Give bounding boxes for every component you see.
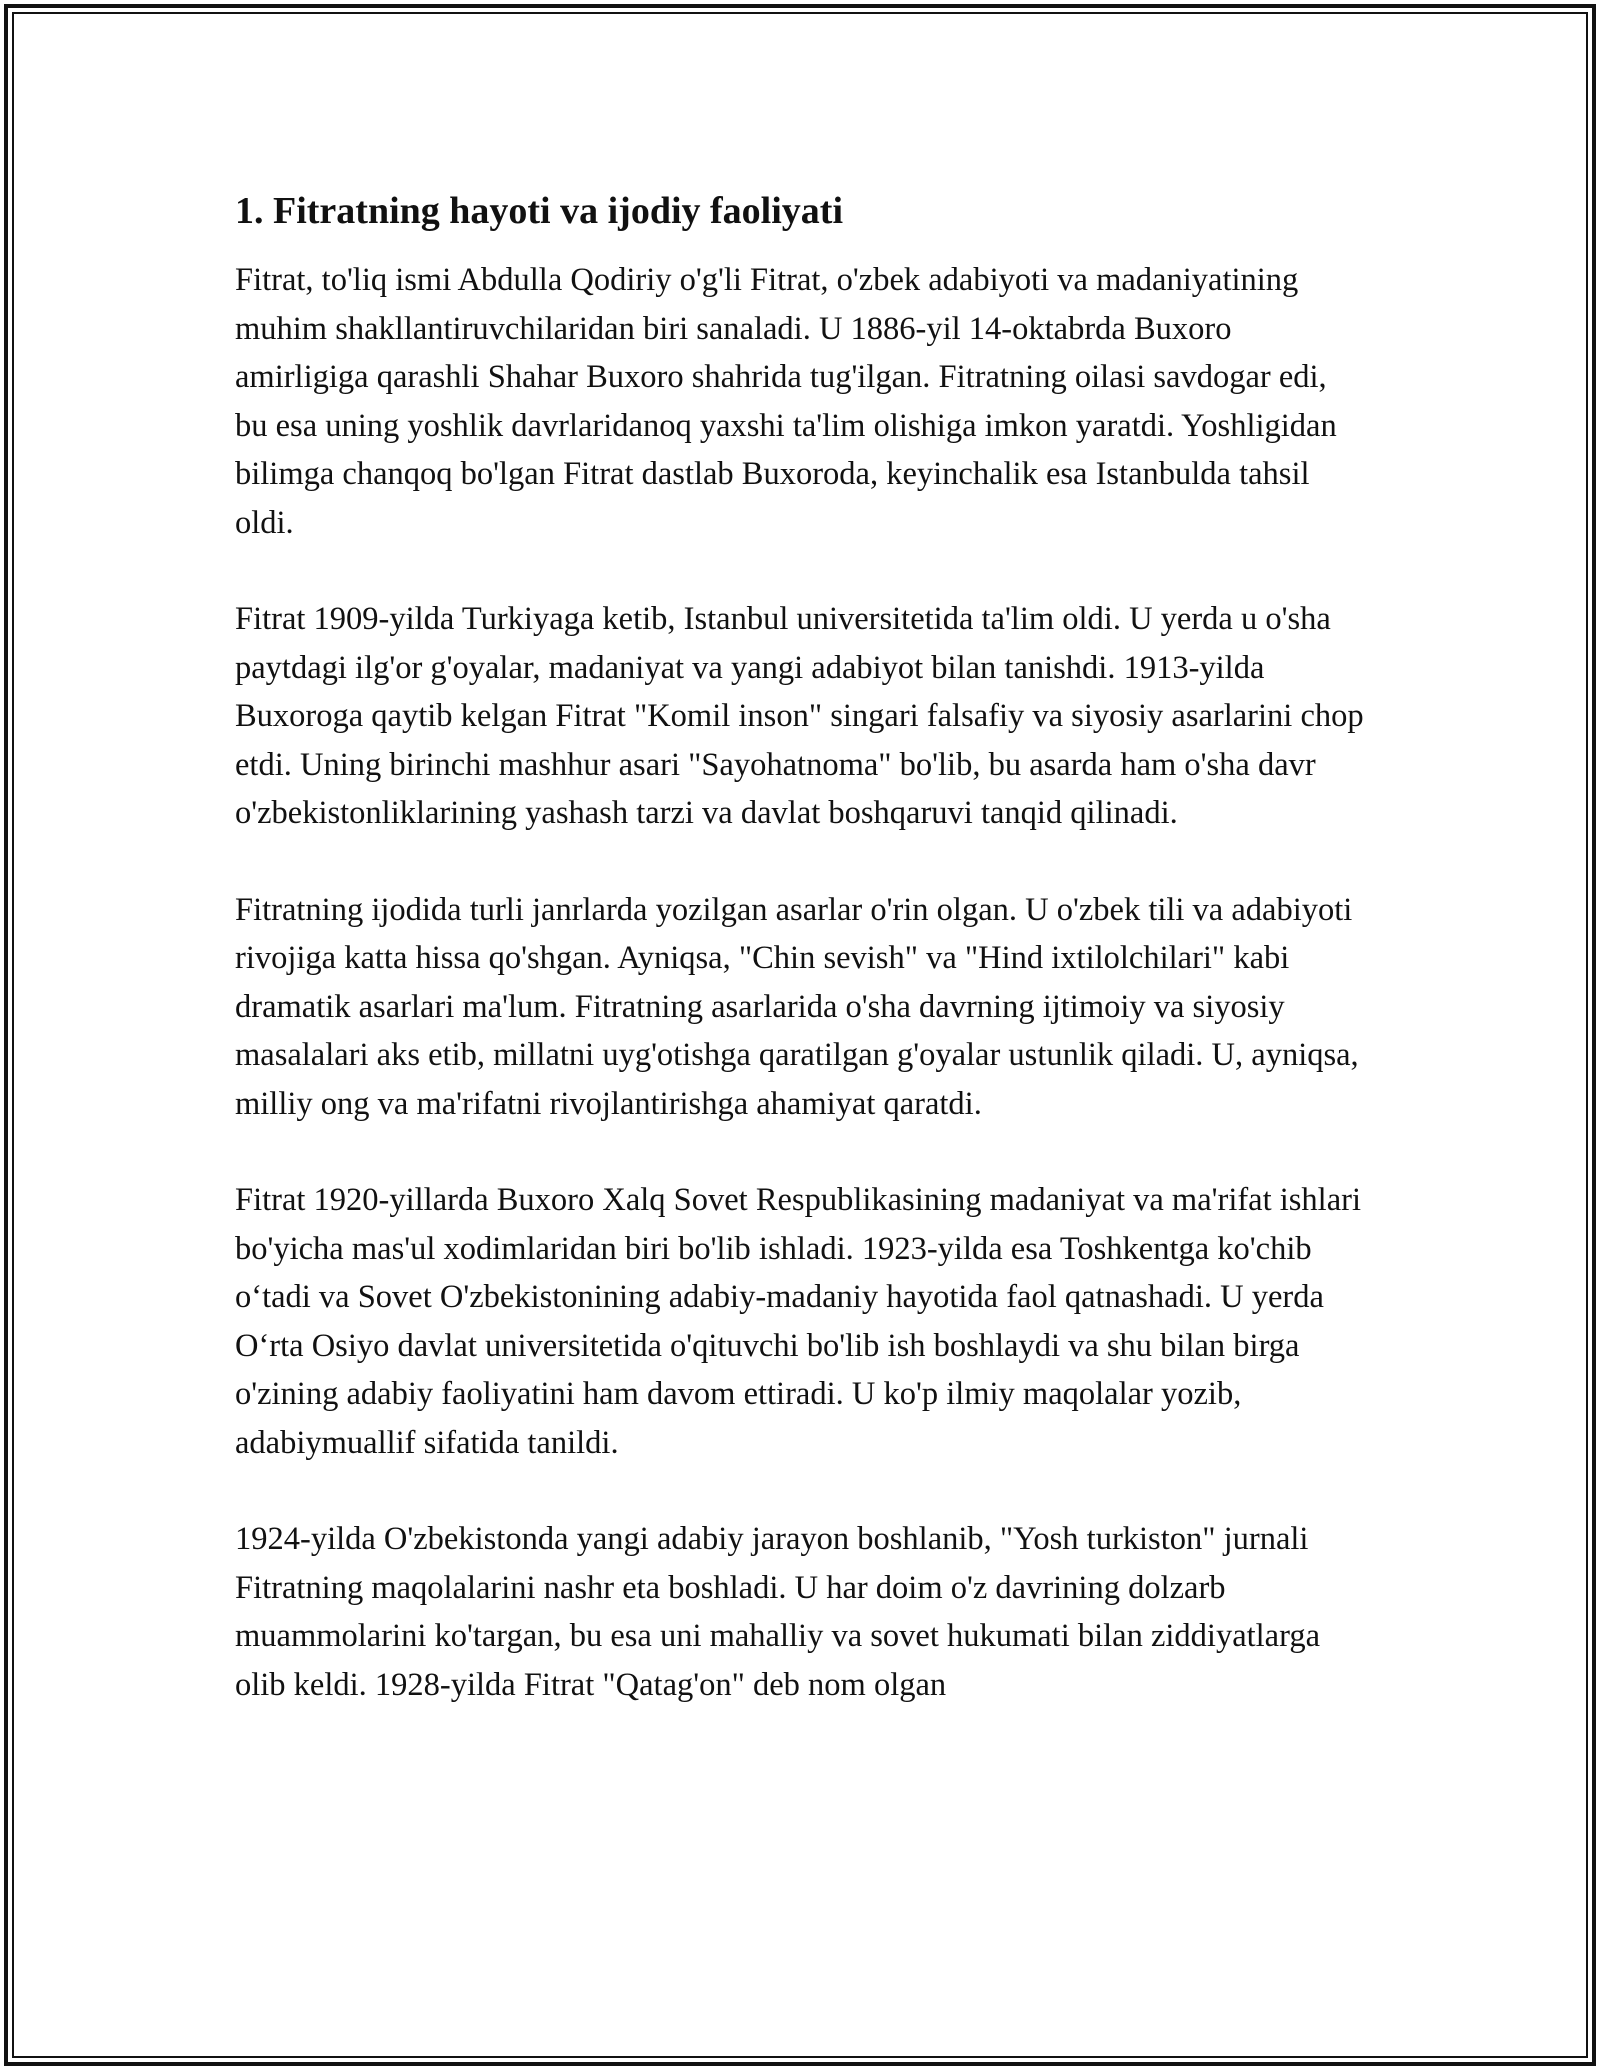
document-body (235, 186, 1365, 1757)
paragraph-2: Fitrat 1909-yilda Turkiyaga ketib, Istanbul universitetida ta'lim oldi. U yerda u o'sha paytdagi ilg'or g'oyalar, madaniyat va yangi adabiyot bilan tanishdi. 1913-yilda Buxoroga qaytib kelgan Fitrat "Komil inson" singari falsafiy va siyosiy asarlarini chop etdi. Uning birinchi mashhur asari "Sayohatnoma" bo'lib, bu asarda ham o'sha davr o'zbekistonliklarining yashash tarzi va davlat boshqaruvi tanqid qilinadi. (235, 601, 1364, 831)
paragraph-3: Fitratning ijodida turli janrlarda yozilgan asarlar o'rin olgan. U o'zbek tili va adabiyoti rivojiga katta hissa qo'shgan. Ayniqsa, "Chin sevish" va "Hind ixtilolchilari" kabi dramatik asarlari ma'lum. Fitratning asarlarida o'sha davrning ijtimoiy va siyosiy masalalari aks etib, millatni uyg'otishga qaratilgan g'oyalar ustunlik qiladi. U, ayniqsa, milliy ong va ma'rifatni rivojlantirishga ahamiyat qaratdi. (235, 891, 1359, 1122)
paragraph-4: Fitrat 1920-yillarda Buxoro Xalq Sovet Respublikasining madaniyat va ma'rifat ishlari bo'yicha mas'ul xodimlaridan biri bo'lib ishladi. 1923-yilda esa Toshkentga ko'chib o‘tadi va Sovet O'zbekistonining adabiy-madaniy hayotida faol qatnashadi. U yerda O‘rta Osiyo davlat universitetida o'qituvchi bo'lib ish boshlaydi va shu bilan birga o'zining adabiy faoliyatini ham davom ettiradi. U ko'p ilmiy maqolalar yozib, adabiymuallif sifatida tanildi. (235, 1182, 1361, 1461)
section-heading: 1. Fitratning hayoti va ijodiy faoliyati (235, 190, 843, 232)
paragraph-1: Fitrat, to'liq ismi Abdulla Qodiriy o'g'li Fitrat, o'zbek adabiyoti va madaniyatining muhim shakllantiruvchilaridan biri sanaladi. U 1886-yil 14-oktabrda Buxoro amirligiga qarashli Shahar Buxoro shahrida tug'ilgan. Fitratning oilasi savdogar edi, bu esa uning yoshlik davrlaridanoq yaxshi ta'lim olishiga imkon yaratdi. Yoshligidan bilimga chanqoq bo'lgan Fitrat dastlab Buxoroda, keyinchalik esa Istanbulda tahsil oldi. (235, 262, 1337, 541)
paragraph-5: 1924-yilda O'zbekistonda yangi adabiy jarayon boshlanib, "Yosh turkiston" jurnali Fitratning maqolalarini nashr eta boshladi. U har doim o'z davrining dolzarb muammolarini ko'targan, bu esa uni mahalliy va sovet hukumati bilan ziddiyatlarga olib keldi. 1928-yilda Fitrat "Qatag'on" deb nom olgan (235, 1521, 1321, 1703)
